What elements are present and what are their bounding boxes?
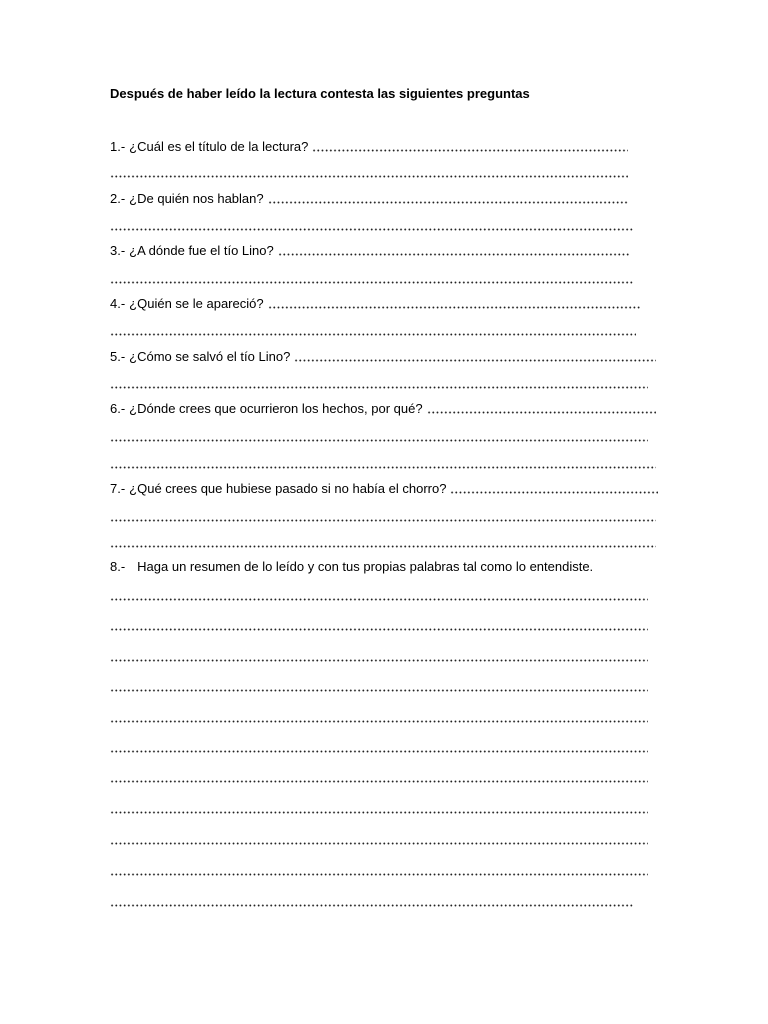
question-text: ¿De quién nos hablan? [129, 191, 264, 206]
dotted-answer-line[interactable] [110, 842, 648, 845]
dotted-answer-line[interactable] [110, 750, 648, 753]
dotted-answer-line[interactable] [268, 306, 640, 309]
dotted-answer-line[interactable] [110, 811, 648, 814]
dotted-answer-line[interactable] [294, 359, 656, 362]
dotted-answer-line[interactable] [110, 439, 648, 442]
dotted-answer-line[interactable] [110, 175, 628, 178]
question-6 [110, 401, 656, 417]
answer-line[interactable] [110, 740, 648, 756]
answer-line[interactable] [110, 376, 648, 392]
question-8 [110, 559, 593, 575]
question-number: 8.- [110, 559, 126, 574]
question-1 [110, 139, 628, 155]
answer-line[interactable] [110, 770, 648, 786]
dotted-answer-line[interactable] [110, 780, 648, 783]
dotted-answer-line[interactable] [110, 628, 648, 631]
answer-line[interactable] [110, 679, 648, 695]
question-text: ¿Cómo se salvó el tío Lino? [129, 349, 291, 364]
dotted-answer-line[interactable] [278, 253, 630, 256]
question-number: 2.- [110, 191, 126, 206]
answer-line[interactable] [110, 618, 648, 634]
question-text: ¿Cuál es el título de la lectura? [129, 139, 309, 154]
dotted-answer-line[interactable] [110, 519, 656, 522]
question-text: ¿Qué crees que hubiese pasado si no había el chorro? [129, 481, 447, 496]
question-number: 1.- [110, 139, 126, 154]
answer-line[interactable] [110, 165, 628, 181]
answer-line[interactable] [110, 649, 648, 665]
answer-line[interactable] [110, 509, 656, 525]
question-number: 3.- [110, 243, 126, 258]
answer-line[interactable] [110, 535, 656, 551]
question-text: ¿A dónde fue el tío Lino? [129, 243, 274, 258]
question-2 [110, 191, 628, 207]
answer-line[interactable] [110, 271, 634, 287]
answer-line[interactable] [110, 429, 648, 445]
dotted-answer-line[interactable] [110, 333, 636, 336]
answer-line[interactable] [110, 710, 648, 726]
answer-line[interactable] [110, 218, 634, 234]
question-number: 5.- [110, 349, 126, 364]
question-number: 6.- [110, 401, 126, 416]
question-number: 4.- [110, 296, 126, 311]
dotted-answer-line[interactable] [110, 281, 634, 284]
answer-line[interactable] [110, 801, 648, 817]
dotted-answer-line[interactable] [110, 659, 648, 662]
answer-line[interactable] [110, 894, 634, 910]
dotted-answer-line[interactable] [110, 545, 656, 548]
question-number: 7.- [110, 481, 126, 496]
question-4 [110, 296, 640, 312]
answer-line[interactable] [110, 323, 636, 339]
question-text: Haga un resumen de lo leído y con tus propias palabras tal como lo entendiste. [137, 559, 594, 574]
dotted-answer-line[interactable] [427, 411, 656, 414]
worksheet-title: Después de haber leído la lectura contesta las siguientes preguntas [110, 86, 530, 101]
answer-line[interactable] [110, 588, 648, 604]
dotted-answer-line[interactable] [110, 873, 648, 876]
answer-line[interactable] [110, 863, 648, 879]
question-text: ¿Dónde crees que ocurrieron los hechos, por qué? [129, 401, 423, 416]
question-text: ¿Quién se le apareció? [129, 296, 264, 311]
dotted-answer-line[interactable] [110, 720, 648, 723]
dotted-answer-line[interactable] [450, 491, 658, 494]
question-5 [110, 349, 656, 365]
dotted-answer-line[interactable] [312, 149, 628, 152]
dotted-answer-line[interactable] [110, 466, 656, 469]
answer-line[interactable] [110, 832, 648, 848]
question-7 [110, 481, 658, 497]
dotted-answer-line[interactable] [110, 689, 648, 692]
dotted-answer-line[interactable] [110, 386, 648, 389]
dotted-answer-line[interactable] [110, 904, 634, 907]
dotted-answer-line[interactable] [110, 598, 648, 601]
answer-line[interactable] [110, 456, 656, 472]
dotted-answer-line[interactable] [110, 228, 634, 231]
question-3 [110, 243, 630, 259]
dotted-answer-line[interactable] [268, 201, 628, 204]
